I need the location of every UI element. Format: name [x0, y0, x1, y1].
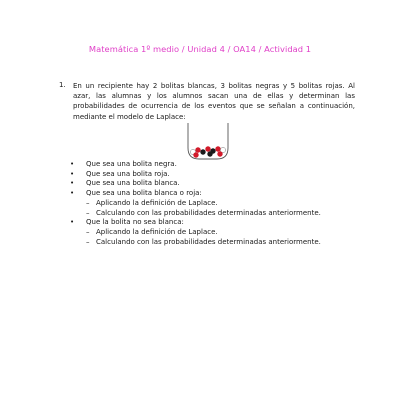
ball-red	[205, 146, 210, 151]
bullet: •	[70, 160, 75, 168]
list-item	[70, 218, 360, 247]
sub-list	[86, 228, 360, 247]
sub-item-text: Calculando con las probabilidades determinadas anteriormente.	[96, 237, 321, 246]
item-text: Que sea una bolita blanca.	[86, 179, 180, 188]
bullet: •	[70, 169, 75, 178]
question-text: En un recipiente hay 2 bolitas blancas, 3 bolitas negras y 5 bolitas rojas. Al azar, las alumnas y los alumnos sacan una de ellas y determinan las probabilidades de ocurrencia de los eventos que se señalan a continuación, mediante el modelo de Laplace:	[73, 82, 355, 121]
bullet: •	[70, 189, 75, 198]
dash: –	[86, 227, 90, 236]
sub-list-item	[86, 209, 360, 219]
bullet: •	[70, 179, 75, 188]
list-item	[70, 160, 360, 170]
question-number: 1.	[59, 81, 66, 89]
item-text: Que sea una bolita negra.	[86, 160, 177, 168]
sub-list-item	[86, 228, 360, 238]
document-title: Matemática 1º medio / Unidad 4 / OA14 / Actividad 1	[88, 44, 312, 54]
events-list	[70, 160, 360, 247]
bullet: •	[70, 218, 75, 227]
sub-item-text: Calculando con las probabilidades determinadas anteriormente.	[96, 208, 321, 217]
list-item	[70, 170, 360, 180]
sub-item-text: Aplicando la definición de Laplace.	[96, 227, 218, 236]
ball-red	[195, 147, 200, 152]
item-text: Que sea una bolita roja.	[86, 169, 170, 178]
dash: –	[86, 198, 90, 207]
sub-item-text: Aplicando la definición de Laplace.	[96, 198, 218, 207]
dash: –	[86, 237, 90, 246]
balls-group	[190, 146, 225, 157]
ball-black	[207, 151, 212, 156]
ball-red	[193, 152, 198, 157]
sub-list-item	[86, 199, 360, 209]
ball-red	[215, 146, 220, 151]
dash: –	[86, 208, 90, 217]
ball-black	[200, 149, 205, 154]
bowl-with-balls-icon	[185, 122, 231, 162]
sub-list-item	[86, 238, 360, 248]
item-text: Que la bolita no sea blanca:	[86, 218, 184, 227]
sub-list	[86, 199, 360, 218]
item-text: Que sea una bolita blanca o roja:	[86, 189, 202, 198]
ball-red	[217, 151, 222, 156]
list-item	[70, 179, 360, 189]
list-item	[70, 189, 360, 218]
